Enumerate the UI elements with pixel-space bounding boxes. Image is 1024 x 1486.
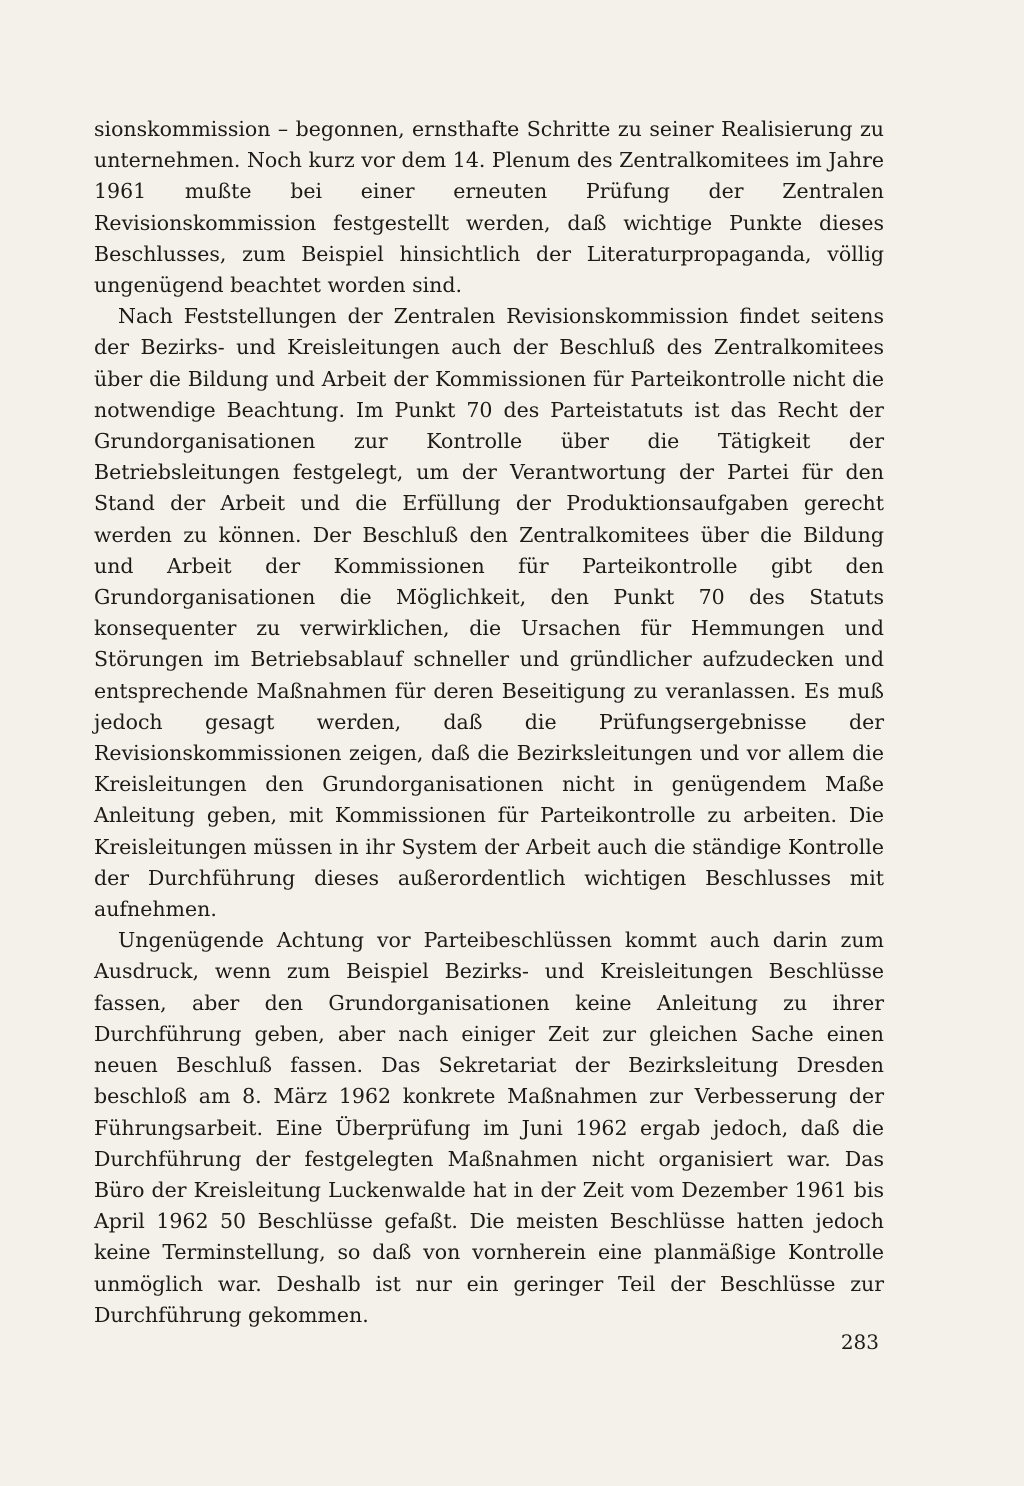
paragraph-1: sionskommission – begonnen, ernsthafte Schritte zu seiner Realisierung zu unternehmen. Noch kurz vor dem 14. Plenum des Zentralkomitees im Jahre 1961 mußte bei einer erneuten Prüfung der Zentralen Revisionskommission festgestellt werden, daß wichtige Punkte dieses Beschlusses, zum Beispiel hinsichtlich der Literaturpropaganda, völlig ungenügend beachtet worden sind. [94,117,884,298]
paragraph-2: Nach Feststellungen der Zentralen Revisionskommission findet seitens der Bezirks- und Kreisleitungen auch der Beschluß des Zentralkomitees über die Bildung und Arbeit der Kommissionen für Parteikontrolle nicht die notwendige Beachtung. Im Punkt 70 des Parteistatuts ist das Recht der Grundorganisationen zur Kontrolle über die Tätigkeit der Betriebsleitungen festgelegt, um der Verantwortung der Partei für den Stand der Arbeit und die Erfüllung der Produktionsaufgaben gerecht werden zu können. Der Beschluß den Zentralkomitees über die Bildung und Arbeit der Kommissionen für Parteikontrolle gibt den Grundorganisationen die Möglichkeit, den Punkt 70 des Statuts konsequenter zu verwirklichen, die Ursachen für Hemmungen und Störungen im Betriebsablauf schneller und gründlicher aufzudecken und entsprechende Maßnahmen für deren Beseitigung zu veranlassen. Es muß jedoch gesagt werden, daß die Prüfungsergebnisse der Revisionskommissionen zeigen, daß die Bezirksleitungen und vor allem die Kreisleitungen den Grundorganisationen nicht in genügendem Maße Anleitung geben, mit Kommissionen für Parteikontrolle zu arbeiten. Die Kreisleitungen müssen in ihr System der Arbeit auch die ständige Kontrolle der Durchführung dieses außerordentlich wichtigen Beschlusses mit aufnehmen. [94,304,884,922]
paragraph-3: Ungenügende Achtung vor Parteibeschlüssen kommt auch darin zum Ausdruck, wenn zum Beispiel Bezirks- und Kreisleitungen Beschlüsse fassen, aber den Grundorganisationen keine Anleitung zu ihrer Durchführung geben, aber nach einiger Zeit zur gleichen Sache einen neuen Beschluß fassen. Das Sekretariat der Bezirksleitung Dresden beschloß am 8. März 1962 konkrete Maßnahmen zur Verbesserung der Führungsarbeit. Eine Überprüfung im Juni 1962 ergab jedoch, daß die Durchführung der festgelegten Maßnahmen nicht organisiert war. Das Büro der Kreisleitung Luckenwalde hat in der Zeit vom Dezember 1961 bis April 1962 50 Beschlüsse gefaßt. Die meisten Beschlüsse hatten jedoch keine Terminstellung, so daß von vornherein eine planmäßige Kontrolle unmöglich war. Deshalb ist nur ein geringer Teil der Beschlüsse zur Durchführung gekommen. [94,928,884,1327]
document-body [94,114,884,1331]
page-number: 283 [840,1330,879,1354]
